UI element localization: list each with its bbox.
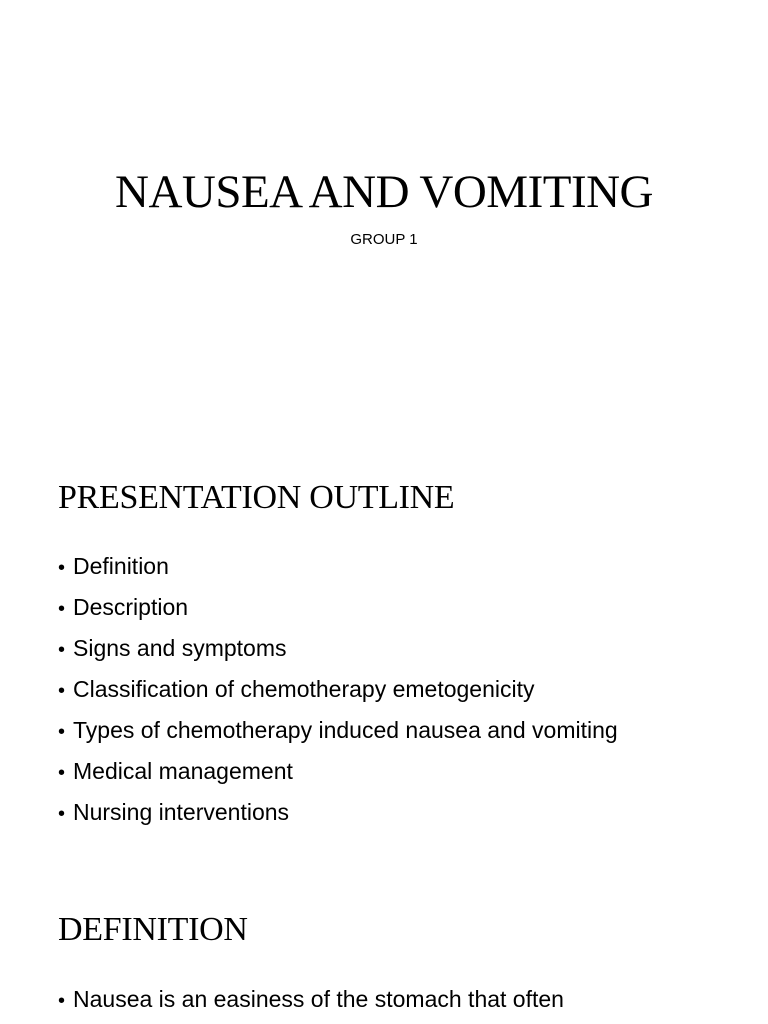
outline-item-medical-management xyxy=(58,752,618,793)
outline-item-label: Medical management xyxy=(73,758,293,784)
definition-item-text: Nausea is an easiness of the stomach that often xyxy=(73,986,564,1012)
slide-title: NAUSEA AND VOMITING xyxy=(115,166,653,218)
bullet-icon: • xyxy=(58,762,66,784)
outline-item-definition xyxy=(58,547,618,588)
definition-slide xyxy=(0,864,768,1024)
outline-item-nursing-interventions xyxy=(58,793,618,834)
outline-item-label: Types of chemotherapy induced nausea and vomiting xyxy=(73,717,618,743)
bullet-icon: • xyxy=(58,721,66,743)
outline-item-classification xyxy=(58,670,618,711)
definition-item xyxy=(58,980,673,1021)
outline-item-label: Description xyxy=(73,594,189,620)
outline-item-types xyxy=(58,711,618,752)
bullet-icon: • xyxy=(58,680,66,702)
outline-item-label: Nursing interventions xyxy=(73,799,290,825)
bullet-icon: • xyxy=(58,803,66,825)
outline-heading: PRESENTATION OUTLINE xyxy=(58,479,455,516)
title-slide xyxy=(0,0,768,432)
outline-slide xyxy=(0,432,768,864)
outline-item-label: Classification of chemotherapy emetogenicity xyxy=(73,676,535,702)
outline-item-signs-symptoms xyxy=(58,629,618,670)
outline-item-label: Signs and symptoms xyxy=(73,635,287,661)
slide-subtitle: GROUP 1 xyxy=(350,231,418,248)
bullet-icon: • xyxy=(58,557,66,579)
outline-item-label: Definition xyxy=(73,553,169,579)
bullet-icon: • xyxy=(58,990,66,1012)
definition-heading: DEFINITION xyxy=(58,911,248,948)
bullet-icon: • xyxy=(58,639,66,661)
bullet-icon: • xyxy=(58,598,66,620)
outline-item-description xyxy=(58,588,618,629)
outline-list xyxy=(58,547,618,834)
definition-list xyxy=(58,980,673,1021)
